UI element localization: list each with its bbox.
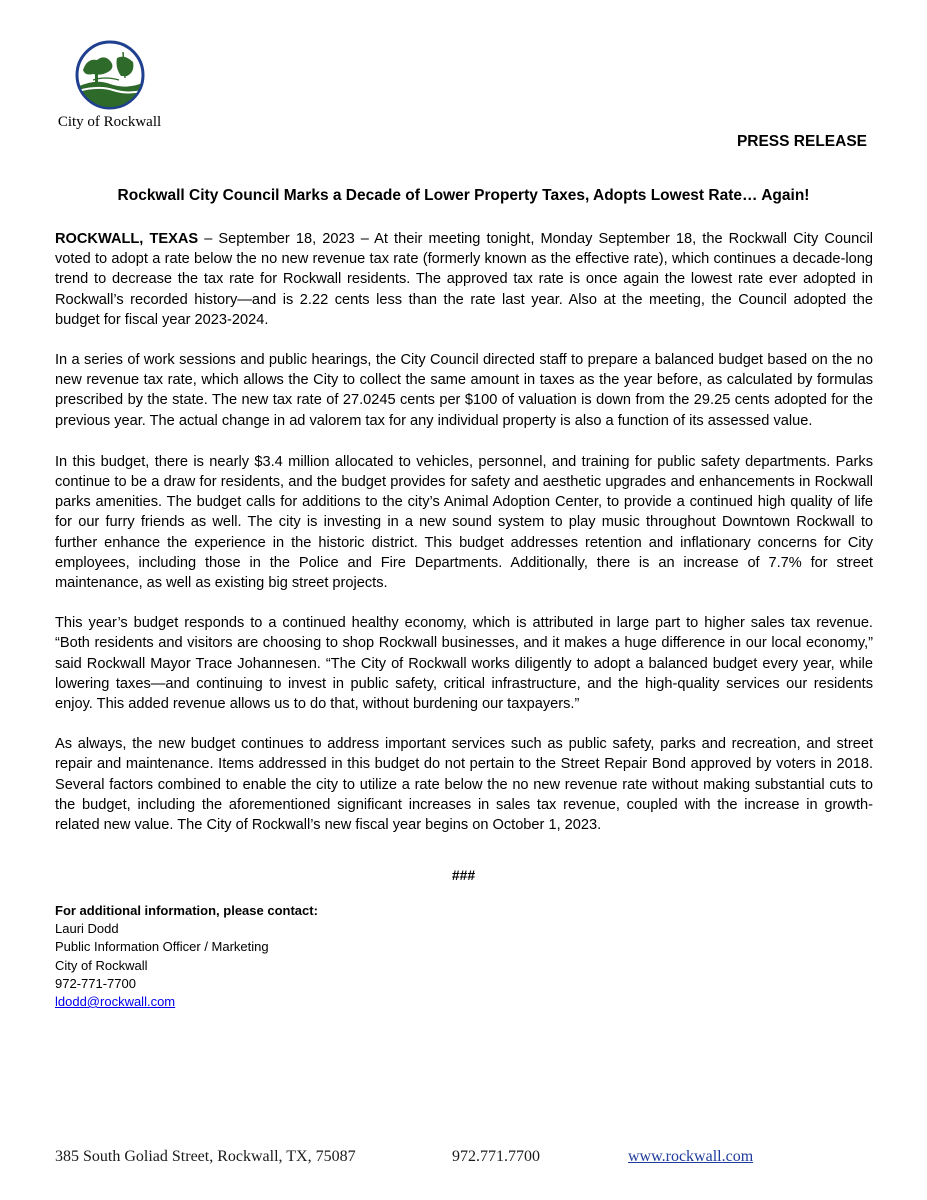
- logo-caption: City of Rockwall: [57, 114, 162, 130]
- footer-phone: 972.771.7700: [452, 1148, 540, 1165]
- contact-phone: 972-771-7700: [55, 975, 136, 991]
- end-separator: ###: [451, 867, 476, 883]
- dateline: ROCKWALL, TEXAS: [55, 231, 199, 247]
- contact-title: Public Information Officer / Marketing: [55, 939, 269, 955]
- paragraph-1-text: – September 18, 2023 – At their meeting tonight, Monday September 18, the Rockwall City Council voted to adopt a rate below the no new revenue tax rate (formerly known as the effective rate), which continues a decade-long trend to decrease the tax rate for Rockwall residents. The approved tax rate is once again the lowest rate ever adopted in Rockwall’s recorded history—and is 2.22 cents less than the rate last year. Also at the meeting, the Council adopted the budget for fiscal year 2023-2024.: [55, 231, 874, 328]
- article-body: [55, 229, 873, 856]
- paragraph-2: In a series of work sessions and public hearings, the City Council directed staff to prepare a balanced budget based on the no new revenue tax rate, which allows the City to collect the same amount in taxes as the year before, as calculated by formulas prescribed by the state. The new tax rate of 27.0245 cents per $100 of valuation is down from the 29.25 cents adopted for the previous year. The actual change in ad valorem tax for any individual property is also a function of its assessed value.: [55, 352, 873, 429]
- paragraph-3: In this budget, there is nearly $3.4 million allocated to vehicles, personnel, and training for public safety departments. Parks continue to be a draw for residents, and the budget provides for safety and aesthetic upgrades and enhancements in Rockwall parks amenities. The budget calls for additions to the city’s Animal Adoption Center, to provide a continued high quality of life for our furry friends as well. The city is investing in a new sound system to play music throughout Downtown Rockwall to further enhance the experience in the historic district. This budget addresses retention and inflationary concerns for City employees, including those in the Police and Fire Departments. Additionally, there is an increase of 7.7% for street maintenance, as well as existing big street projects.: [55, 453, 873, 592]
- headline: Rockwall City Council Marks a Decade of Lower Property Taxes, Adopts Lowest Rate… Again!: [117, 187, 810, 204]
- city-seal-icon: [75, 40, 145, 110]
- contact-heading: For additional information, please contact:: [55, 903, 318, 918]
- footer-website-link[interactable]: www.rockwall.com: [628, 1148, 754, 1165]
- contact-org: City of Rockwall: [55, 957, 148, 973]
- press-release-label: PRESS RELEASE: [736, 133, 867, 150]
- contact-name: Lauri Dodd: [55, 921, 119, 937]
- paragraph-1: [55, 229, 873, 330]
- footer-address: 385 South Goliad Street, Rockwall, TX, 75087: [55, 1148, 356, 1165]
- city-logo: [52, 40, 167, 131]
- contact-email-link[interactable]: ldodd@rockwall.com: [55, 994, 176, 1010]
- paragraph-4: This year’s budget responds to a continued healthy economy, which is attributed in large part to higher sales tax revenue. “Both residents and visitors are choosing to shop Rockwall businesses, and it makes a huge difference in our local economy,” said Rockwall Mayor Trace Johannesen. “The City of Rockwall works diligently to adopt a balanced budget every year, while lowering taxes—and continuing to invest in public safety, critical infrastructure, and the high-quality services our residents enjoy. This added revenue allows us to do that, without burdening our taxpayers.”: [55, 615, 873, 713]
- contact-block: [55, 902, 318, 1011]
- paragraph-5: As always, the new budget continues to address important services such as public safety, parks and recreation, and street repair and maintenance. Items addressed in this budget do not pertain to the Street Repair Bond approved by voters in 2018. Several factors combined to enable the city to utilize a rate below the no new revenue rate without making substantial cuts to the budget, including the aforementioned significant increases in sales tax revenue, coupled with the increase in growth-related new value. The City of Rockwall’s new fiscal year begins on October 1, 2023.: [55, 736, 873, 834]
